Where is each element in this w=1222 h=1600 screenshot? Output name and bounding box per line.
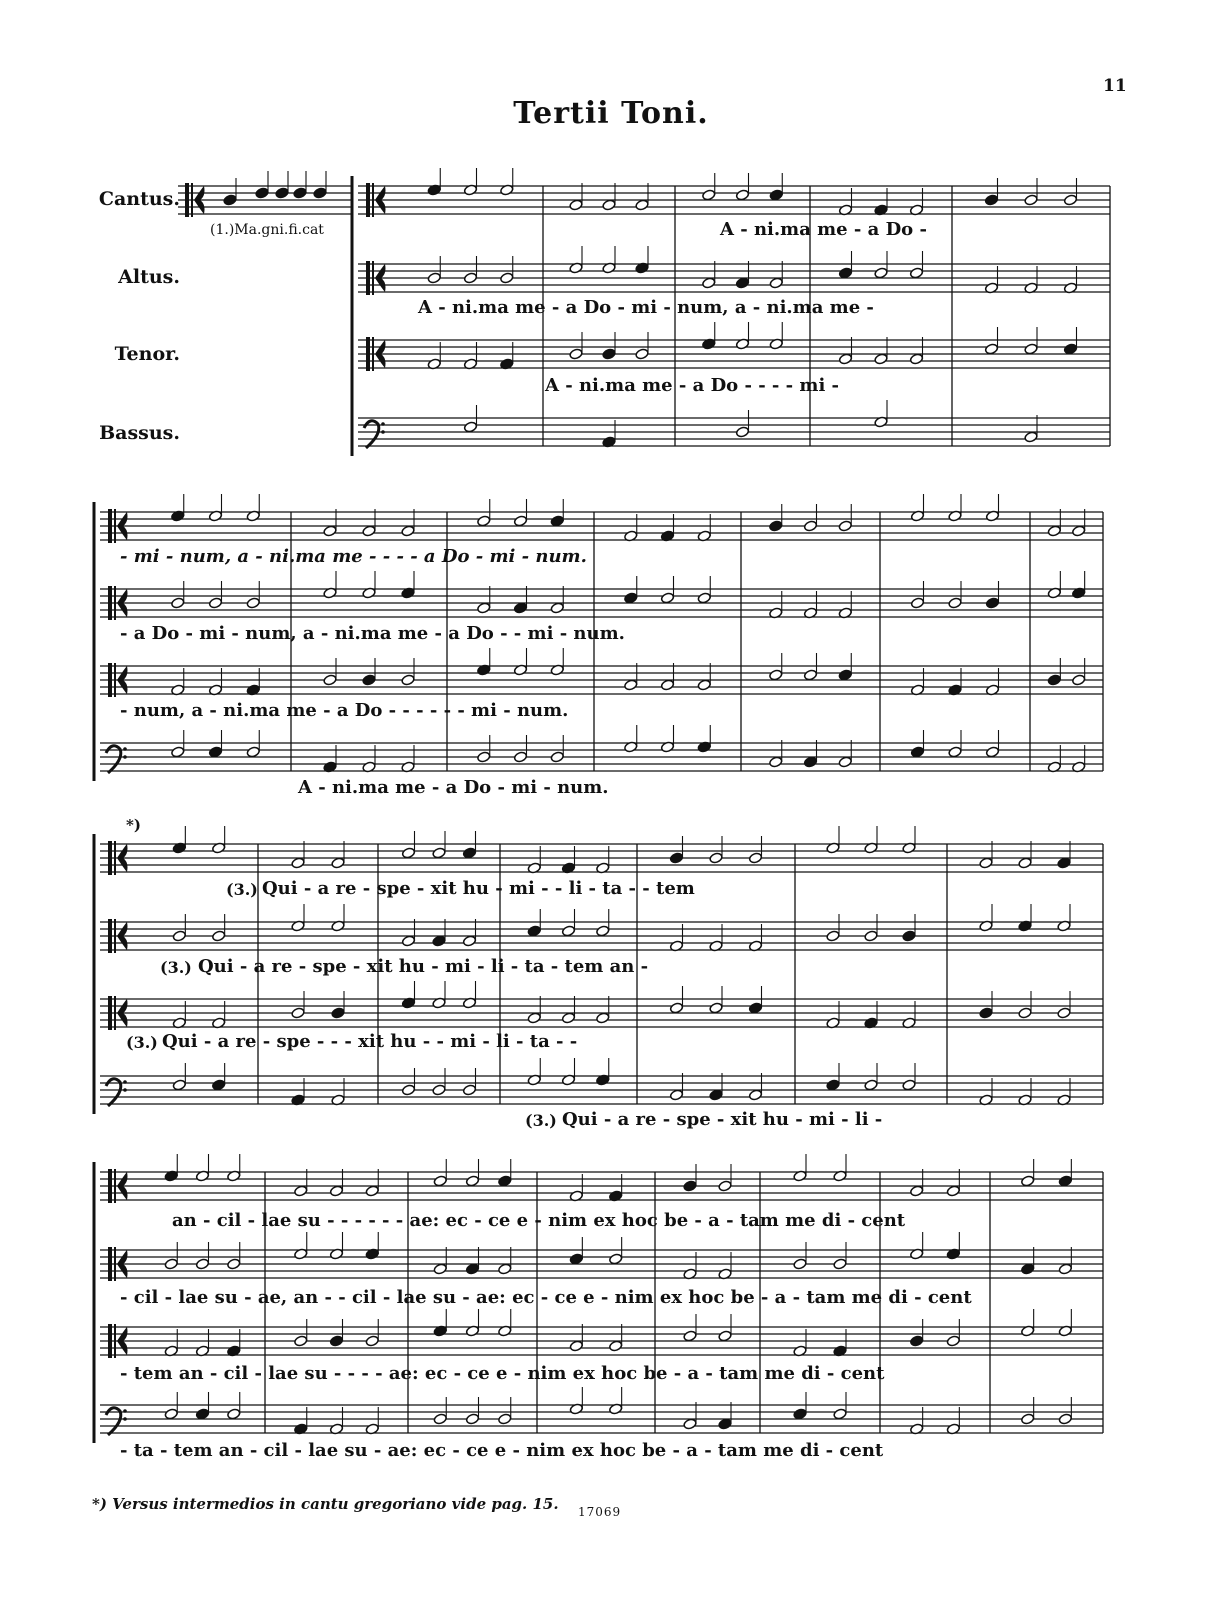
note	[365, 1185, 379, 1197]
note	[718, 1418, 732, 1430]
note	[432, 935, 446, 947]
note	[1018, 857, 1032, 869]
note	[463, 272, 477, 284]
note	[313, 187, 327, 199]
lyric-line: - mi - num, a - ni.ma me - - - - a Do - mi - num.	[120, 546, 587, 567]
note	[1063, 194, 1077, 206]
note	[718, 1180, 732, 1192]
note	[1063, 343, 1077, 355]
note	[803, 669, 817, 681]
note	[323, 674, 337, 686]
c-clef-icon	[372, 337, 374, 371]
note	[1024, 343, 1038, 355]
note	[793, 1408, 807, 1420]
note	[433, 1413, 447, 1425]
note	[255, 187, 269, 199]
note	[793, 1258, 807, 1270]
note	[569, 1340, 583, 1352]
note	[561, 925, 575, 937]
note	[462, 935, 476, 947]
note	[709, 1089, 723, 1101]
note	[462, 847, 476, 859]
note	[803, 520, 817, 532]
lyric-line: - tem an - cil - lae su - - - - ae: ec - ce e - nim ex hoc be - a - tam me di - cent	[120, 1363, 885, 1384]
note	[401, 935, 415, 947]
note	[401, 525, 415, 537]
note	[609, 1340, 623, 1352]
note	[171, 746, 185, 758]
note	[979, 857, 993, 869]
note	[984, 194, 998, 206]
note	[561, 1012, 575, 1024]
note	[833, 1408, 847, 1420]
footnote: *) Versus intermedios in cantu gregoriano vide pag. 15.	[92, 1495, 559, 1513]
note	[910, 1335, 924, 1347]
note	[498, 1413, 512, 1425]
note	[164, 1258, 178, 1270]
intonation-lyric: (1.)Ma.gni.fi.cat	[210, 222, 324, 238]
note	[735, 426, 749, 438]
note	[365, 1335, 379, 1347]
note	[1058, 1175, 1072, 1187]
note	[323, 525, 337, 537]
note	[683, 1418, 697, 1430]
note	[401, 674, 415, 686]
note	[669, 1002, 683, 1014]
lyric-line: Qui - a re - spe - xit hu - mi - li -	[562, 1109, 883, 1130]
note	[427, 272, 441, 284]
note	[462, 1084, 476, 1096]
note	[291, 1007, 305, 1019]
c-clef-icon	[114, 663, 116, 697]
note	[227, 1408, 241, 1420]
note	[669, 852, 683, 864]
note	[1024, 194, 1038, 206]
note	[246, 746, 260, 758]
c-clef-icon	[114, 586, 116, 620]
lyric-line: Qui - a re - spe - - - xit hu - - mi - li - ta - -	[162, 1031, 578, 1052]
note	[985, 746, 999, 758]
note	[769, 277, 783, 289]
note	[208, 597, 222, 609]
note	[171, 597, 185, 609]
note	[195, 1258, 209, 1270]
note	[826, 1079, 840, 1091]
versus-number: (3.)	[126, 1033, 158, 1052]
c-clef-icon	[191, 183, 193, 217]
note	[1021, 1175, 1035, 1187]
note	[527, 925, 541, 937]
c-clef-icon	[108, 509, 112, 543]
note	[948, 597, 962, 609]
note	[660, 592, 674, 604]
c-clef-icon	[114, 1324, 116, 1358]
note	[984, 343, 998, 355]
f-clef-icon	[123, 1088, 127, 1092]
note	[609, 1253, 623, 1265]
note	[1047, 674, 1061, 686]
note	[902, 930, 916, 942]
f-clef-icon	[123, 1417, 127, 1421]
c-clef-icon	[372, 261, 374, 295]
c-clef-icon	[108, 1169, 112, 1203]
voice-label-cantus: Cantus.	[98, 188, 180, 210]
note	[212, 1079, 226, 1091]
c-clef-icon	[372, 183, 374, 217]
f-clef-icon	[123, 755, 127, 759]
c-clef-icon	[366, 261, 370, 295]
lyric-line: A - ni.ma me - a Do - mi - num, a - ni.ma me -	[418, 297, 874, 318]
note	[660, 679, 674, 691]
note	[513, 751, 527, 763]
versus-number: (3.)	[525, 1111, 557, 1130]
note	[624, 592, 638, 604]
note	[833, 1258, 847, 1270]
c-clef-icon	[366, 337, 370, 371]
note	[596, 1012, 610, 1024]
c-clef-icon	[108, 1324, 112, 1358]
note	[735, 189, 749, 201]
note	[864, 930, 878, 942]
note	[1058, 1413, 1072, 1425]
note	[769, 520, 783, 532]
note	[702, 189, 716, 201]
note	[362, 525, 376, 537]
versus-number: (3.)	[226, 880, 258, 899]
note	[433, 1263, 447, 1275]
note	[401, 847, 415, 859]
note	[291, 857, 305, 869]
note	[769, 756, 783, 768]
note	[1057, 1007, 1071, 1019]
note	[946, 1335, 960, 1347]
note	[331, 857, 345, 869]
note	[748, 1089, 762, 1101]
note	[362, 674, 376, 686]
lyric-line: A - ni.ma me - a Do - - - - mi -	[545, 375, 840, 396]
note	[275, 187, 289, 199]
note	[463, 421, 477, 433]
note	[195, 1408, 209, 1420]
note	[465, 1413, 479, 1425]
note	[246, 597, 260, 609]
versus-number: (3.)	[160, 958, 192, 977]
note	[669, 1089, 683, 1101]
c-clef-icon	[108, 841, 112, 875]
c-clef-icon	[108, 919, 112, 953]
f-clef-icon	[123, 747, 127, 751]
note	[826, 930, 840, 942]
note	[635, 199, 649, 211]
note	[223, 194, 237, 206]
note	[172, 1079, 186, 1091]
note	[683, 1180, 697, 1192]
c-clef-icon	[114, 919, 116, 953]
note	[294, 1185, 308, 1197]
note	[569, 348, 583, 360]
lyric-line: A - ni.ma me - a Do - mi - num.	[298, 777, 609, 798]
note	[602, 348, 616, 360]
f-clef-icon	[123, 1080, 127, 1084]
note	[769, 189, 783, 201]
note	[1047, 525, 1061, 537]
c-clef-icon	[114, 509, 116, 543]
note	[803, 756, 817, 768]
lyric-line: - cil - lae su - ae, an - - cil - lae su - ae: ec - ce e - nim ex hoc be - a - tam me di - cent	[120, 1287, 972, 1308]
note	[874, 267, 888, 279]
lyric-line: - num, a - ni.ma me - a Do - - - - - - mi - num.	[120, 700, 569, 721]
c-clef-icon	[185, 183, 189, 217]
note	[569, 199, 583, 211]
note	[910, 746, 924, 758]
lyric-line: - ta - tem an - cil - lae su - ae: ec - ce e - nim ex hoc be - a - tam me di - cent	[120, 1440, 884, 1461]
c-clef-icon	[114, 1247, 116, 1281]
c-clef-icon	[114, 1169, 116, 1203]
note	[838, 267, 852, 279]
lyric-line: an - cil - lae su - - - - - - ae: ec - ce e - nim ex hoc be - a - tam me di - cent	[172, 1210, 906, 1231]
note	[329, 1335, 343, 1347]
note	[432, 847, 446, 859]
note	[838, 353, 852, 365]
note	[498, 1263, 512, 1275]
note	[329, 1185, 343, 1197]
note	[709, 852, 723, 864]
footnote-mark: *)	[126, 816, 141, 834]
note	[1072, 674, 1086, 686]
note	[910, 1185, 924, 1197]
note	[683, 1330, 697, 1342]
note	[838, 669, 852, 681]
note	[212, 930, 226, 942]
note	[718, 1330, 732, 1342]
note	[513, 515, 527, 527]
note	[172, 930, 186, 942]
lyric-line: - a Do - mi - num, a - ni.ma me - a Do - - mi - num.	[120, 623, 625, 644]
c-clef-icon	[108, 1247, 112, 1281]
note	[569, 1253, 583, 1265]
f-clef-icon	[123, 1409, 127, 1413]
note	[910, 597, 924, 609]
note	[838, 756, 852, 768]
c-clef-icon	[108, 586, 112, 620]
note	[946, 1185, 960, 1197]
lyric-line: A - ni.ma me - a Do -	[720, 219, 927, 240]
note	[1058, 1263, 1072, 1275]
note	[748, 1002, 762, 1014]
note	[979, 1007, 993, 1019]
c-clef-icon	[366, 183, 370, 217]
page-title: Tertii Toni.	[513, 96, 709, 131]
f-clef-icon	[381, 430, 385, 434]
note	[635, 348, 649, 360]
c-clef-icon	[108, 996, 112, 1030]
note	[513, 602, 527, 614]
note	[208, 746, 222, 758]
note	[477, 515, 491, 527]
note	[433, 1175, 447, 1187]
note	[838, 520, 852, 532]
note	[498, 1175, 512, 1187]
note	[902, 1079, 916, 1091]
voice-label-tenor: Tenor.	[114, 343, 180, 365]
note	[602, 199, 616, 211]
lyric-line: Qui - a re - spe - xit hu - mi - li - ta - tem an -	[198, 956, 649, 977]
note	[1021, 1413, 1035, 1425]
note	[331, 1007, 345, 1019]
note	[864, 1079, 878, 1091]
lyric-line: Qui - a re - spe - xit hu - mi - - li - ta - - tem	[262, 878, 695, 899]
c-clef-icon	[108, 663, 112, 697]
note	[465, 1263, 479, 1275]
note	[227, 1258, 241, 1270]
note	[294, 1335, 308, 1347]
note	[432, 1084, 446, 1096]
note	[477, 751, 491, 763]
plate-number: 17069	[578, 1505, 622, 1519]
note	[702, 277, 716, 289]
note	[709, 1002, 723, 1014]
note	[1024, 431, 1038, 443]
note	[874, 353, 888, 365]
c-clef-icon	[114, 996, 116, 1030]
note	[465, 1175, 479, 1187]
note	[550, 602, 564, 614]
note	[1057, 857, 1071, 869]
voice-label-altus: Altus.	[118, 266, 180, 288]
note	[1072, 525, 1086, 537]
note	[985, 597, 999, 609]
note	[769, 669, 783, 681]
note	[909, 353, 923, 365]
note	[624, 679, 638, 691]
page-number: 11	[1103, 76, 1127, 96]
note	[596, 925, 610, 937]
note	[697, 679, 711, 691]
note	[1018, 1007, 1032, 1019]
note	[401, 1084, 415, 1096]
c-clef-icon	[114, 841, 116, 875]
note	[748, 852, 762, 864]
note	[550, 515, 564, 527]
note	[909, 267, 923, 279]
note	[948, 746, 962, 758]
note	[477, 602, 491, 614]
note	[500, 272, 514, 284]
f-clef-icon	[381, 422, 385, 426]
note	[697, 592, 711, 604]
note	[527, 1012, 541, 1024]
voice-label-bassus: Bassus.	[99, 422, 180, 444]
note	[550, 751, 564, 763]
note	[1021, 1263, 1035, 1275]
note	[164, 1408, 178, 1420]
note	[293, 187, 307, 199]
note	[735, 277, 749, 289]
